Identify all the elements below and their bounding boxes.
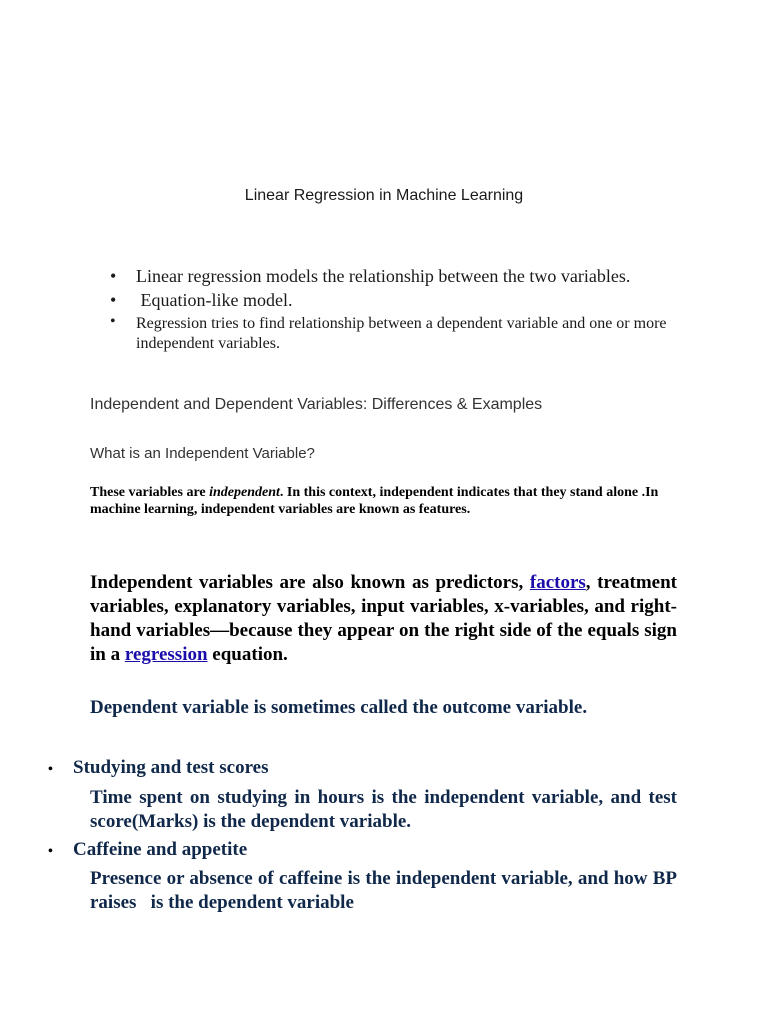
bullet-icon: • bbox=[110, 266, 117, 286]
list-item: • Linear regression models the relationship between the two variables. bbox=[110, 266, 631, 286]
page-title: Linear Regression in Machine Learning bbox=[244, 187, 524, 204]
list-item: • Equation-like model. bbox=[110, 290, 293, 310]
example-label: Studying and test scores bbox=[73, 757, 269, 778]
bullet-icon: • bbox=[110, 313, 116, 330]
example-text: Time spent on studying in hours is the independent variable, and test score(Marks) is the dependent variable. bbox=[90, 787, 677, 832]
list-item: • Regression tries to find relationship between a dependent variable and one or more independent variables. bbox=[110, 313, 667, 352]
predictors-paragraph: Independent variables are also known as predictors, factors, treatment variables, explanatory variables, input variables, x-variables, and right-hand variables—because they appear on the right side of the equals sign in a regression equation. bbox=[90, 572, 677, 665]
example-item bbox=[48, 757, 268, 779]
dependent-definition-paragraph: Dependent variable is sometimes called the outcome variable. bbox=[90, 697, 588, 718]
bullet-icon: • bbox=[48, 762, 53, 777]
bullet-icon: • bbox=[110, 290, 117, 310]
example-label: Caffeine and appetite bbox=[73, 839, 248, 860]
regression-link[interactable]: regression bbox=[124, 644, 208, 665]
bullet-icon: • bbox=[48, 844, 53, 859]
independent-definition-paragraph: These variables are independent. In this context, independent indicates that they stand alone .In machine learning, independent variables are known as features. bbox=[90, 485, 659, 517]
section-heading: Independent and Dependent Variables: Differences & Examples bbox=[90, 396, 543, 413]
example-item bbox=[48, 839, 247, 861]
intro-bullet-list bbox=[110, 264, 690, 354]
factors-link[interactable]: factors bbox=[529, 572, 586, 593]
example-text: Presence or absence of caffeine is the independent variable, and how BP raises is the dependent variable bbox=[90, 868, 682, 913]
subsection-heading: What is an Independent Variable? bbox=[90, 445, 315, 462]
